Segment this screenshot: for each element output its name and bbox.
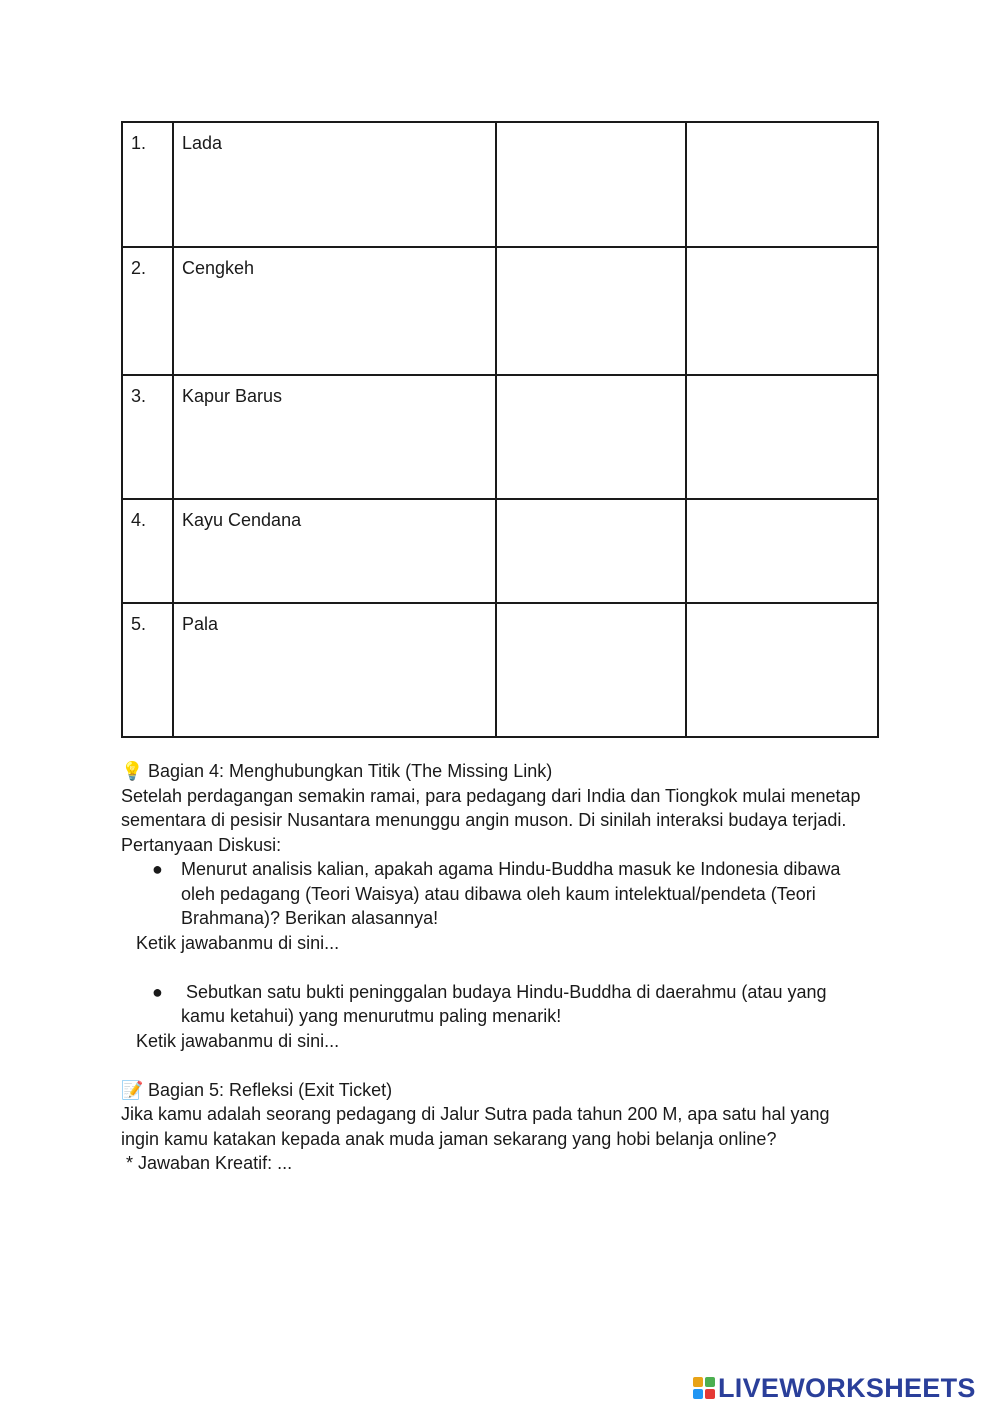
logo-square: [705, 1389, 715, 1399]
section-title: Bagian 5: Refleksi (Exit Ticket): [148, 1079, 393, 1100]
answer-cell[interactable]: [686, 603, 878, 737]
table-row: [122, 499, 878, 603]
answer-cell[interactable]: [496, 375, 686, 499]
answer-cell[interactable]: [686, 499, 878, 603]
table-row: [122, 375, 878, 499]
logo-square: [693, 1377, 703, 1387]
logo-square: [693, 1389, 703, 1399]
logo-square: [705, 1377, 715, 1387]
row-number: 3.: [122, 375, 173, 499]
bullet-icon: ●: [152, 859, 163, 879]
spice-table: [121, 121, 879, 738]
answer-cell[interactable]: [686, 375, 878, 499]
section-heading: [121, 1078, 861, 1103]
table-row: [122, 247, 878, 375]
table-row: [122, 122, 878, 247]
section-title: Bagian 4: Menghubungkan Titik (The Missing Link): [148, 761, 553, 781]
answer-field[interactable]: * Jawaban Kreatif: ...: [121, 1153, 293, 1173]
section-heading: [121, 759, 861, 784]
row-item: Pala: [173, 603, 496, 737]
answer-field[interactable]: Ketik jawabanmu di sini...: [136, 1030, 340, 1051]
brand-logo: [693, 1373, 976, 1403]
question-text: Menurut analisis kalian, apakah agama Hindu-Buddha masuk ke Indonesia dibawa oleh pedagang (Teori Waisya) atau dibawa oleh kaum intelektual/pendeta (Teori Brahmana)? Berikan alasannya!: [181, 859, 841, 928]
brand-name: LIVEWORKSHEETS: [718, 1372, 976, 1403]
section-bagian-4: [121, 759, 861, 1176]
row-number: 5.: [122, 603, 173, 737]
memo-icon: 📝: [121, 1079, 144, 1100]
row-item: Kayu Cendana: [173, 499, 496, 603]
row-item: Cengkeh: [173, 247, 496, 375]
row-item: Lada: [173, 122, 496, 247]
lightbulb-icon: 💡: [121, 761, 144, 781]
answer-cell[interactable]: [496, 247, 686, 375]
table-row: [122, 603, 878, 737]
answer-cell[interactable]: [496, 603, 686, 737]
discussion-label: Pertanyaan Diskusi:: [121, 834, 282, 855]
reflection-prompt: Jika kamu adalah seorang pedagang di Jalur Sutra pada tahun 200 M, apa satu hal yang ingin kamu katakan kepada anak muda jaman sekarang yang hobi belanja online?: [121, 1104, 830, 1149]
answer-cell[interactable]: [686, 247, 878, 375]
question-item: [121, 857, 861, 931]
row-number: 2.: [122, 247, 173, 375]
row-item: Kapur Barus: [173, 375, 496, 499]
question-item: [121, 980, 861, 1029]
question-text: Sebutkan satu bukti peninggalan budaya Hindu-Buddha di daerahmu (atau yang kamu ketahui) yang menurutmu paling menarik!: [181, 981, 832, 1026]
answer-cell[interactable]: [496, 122, 686, 247]
bullet-icon: ●: [152, 981, 163, 1002]
row-number: 4.: [122, 499, 173, 603]
row-number: 1.: [122, 122, 173, 247]
answer-field[interactable]: Ketik jawabanmu di sini...: [136, 932, 340, 953]
answer-cell[interactable]: [686, 122, 878, 247]
answer-cell[interactable]: [496, 499, 686, 603]
liveworksheets-logo-icon: [693, 1377, 715, 1399]
section-intro: Setelah perdagangan semakin ramai, para pedagang dari India dan Tiongkok mulai menetap sementara di pesisir Nusantara menunggu angin muson. Di sinilah interaksi budaya terjadi.: [121, 785, 861, 830]
